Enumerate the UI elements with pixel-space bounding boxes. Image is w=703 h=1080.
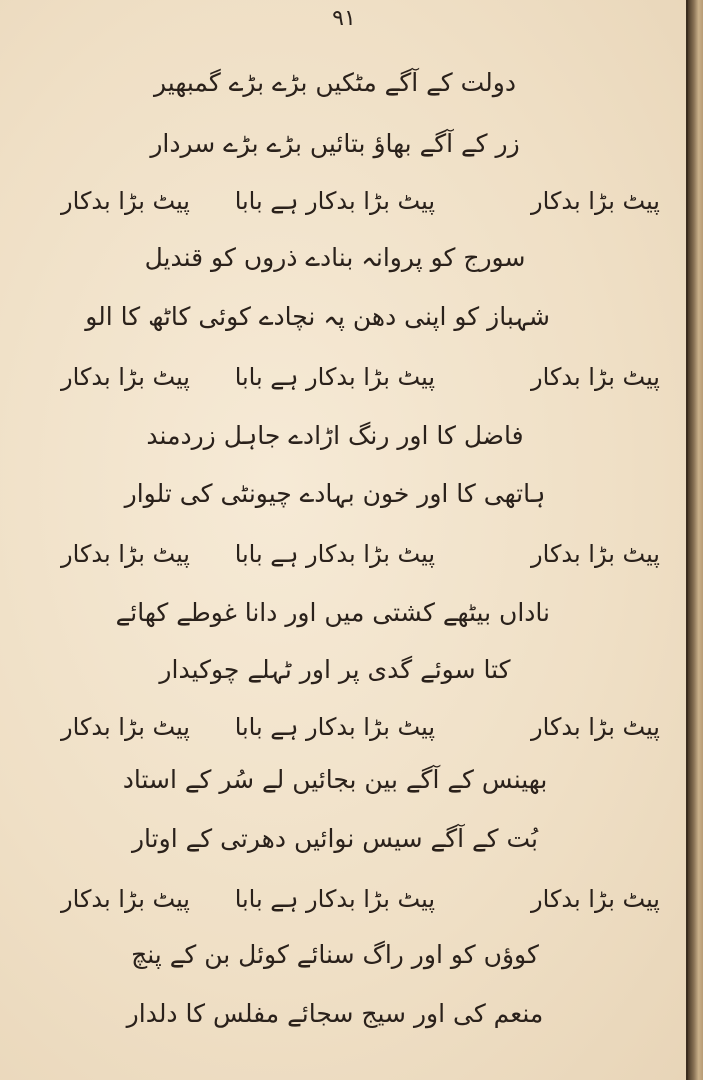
chorus-line-1	[40, 184, 660, 218]
verse-line-4: شہباز کو اپنی دھن پہ نچادے کوئی کاٹھ کا الو	[85, 302, 550, 331]
verse-line-2: زر کے آگے بھاؤ بتائیں بڑے بڑے سردار	[150, 129, 520, 158]
chorus-part: پیٹ بڑا بدکار	[531, 713, 660, 741]
chorus-part: پیٹ بڑا بدکار	[531, 187, 660, 215]
verse-line-6: ہاتھی کا اور خون بہادے چیونٹی کی تلوار	[124, 479, 546, 508]
chorus-line-3	[40, 537, 660, 571]
chorus-part: پیٹ بڑا بدکار	[531, 363, 660, 391]
verse-line-8: کتا سوئے گدی پر اور ٹہلے چوکیدار	[159, 655, 511, 684]
verse-line-3: سورج کو پروانہ بنادے ذروں کو قندیل	[144, 243, 526, 272]
verse-line-12: منعم کی اور سیج سجائے مفلس کا دلدار	[126, 999, 544, 1028]
chorus-line-5	[40, 882, 660, 916]
chorus-part: پیٹ بڑا بدکار	[61, 713, 190, 741]
chorus-part: پیٹ بڑا بدکار	[531, 540, 660, 568]
page-number: ۹۱	[332, 6, 356, 31]
verse-line-10: بُت کے آگے سیس نوائیں دھرتی کے اوتار	[131, 824, 539, 853]
chorus-part: پیٹ بڑا بدکار	[61, 540, 190, 568]
chorus-part: پیٹ بڑا بدکار ہے بابا	[234, 363, 435, 391]
verse-line-11: کوؤں کو اور راگ سنائے کوئل بن کے پنچ	[131, 940, 539, 969]
chorus-part: پیٹ بڑا بدکار	[61, 187, 190, 215]
chorus-part: پیٹ بڑا بدکار ہے بابا	[234, 885, 435, 913]
verse-line-5: فاضل کا اور رنگ اڑادے جاہل زردمند	[146, 421, 524, 450]
chorus-part: پیٹ بڑا بدکار ہے بابا	[234, 187, 435, 215]
chorus-line-4	[40, 710, 660, 744]
chorus-part: پیٹ بڑا بدکار	[531, 885, 660, 913]
chorus-part: پیٹ بڑا بدکار	[61, 363, 190, 391]
chorus-part: پیٹ بڑا بدکار ہے بابا	[234, 540, 435, 568]
verse-line-1: دولت کے آگے مٹکیں بڑے بڑے گمبھیر	[154, 68, 516, 97]
chorus-line-2	[40, 360, 660, 394]
verse-line-9: بھینس کے آگے بین بجائیں لے سُر کے استاد	[122, 765, 548, 794]
verse-line-7: ناداں بیٹھے کشتی میں اور دانا غوطے کھائے	[115, 598, 550, 627]
chorus-part: پیٹ بڑا بدکار	[61, 885, 190, 913]
chorus-part: پیٹ بڑا بدکار ہے بابا	[234, 713, 435, 741]
book-gutter	[688, 0, 703, 1080]
